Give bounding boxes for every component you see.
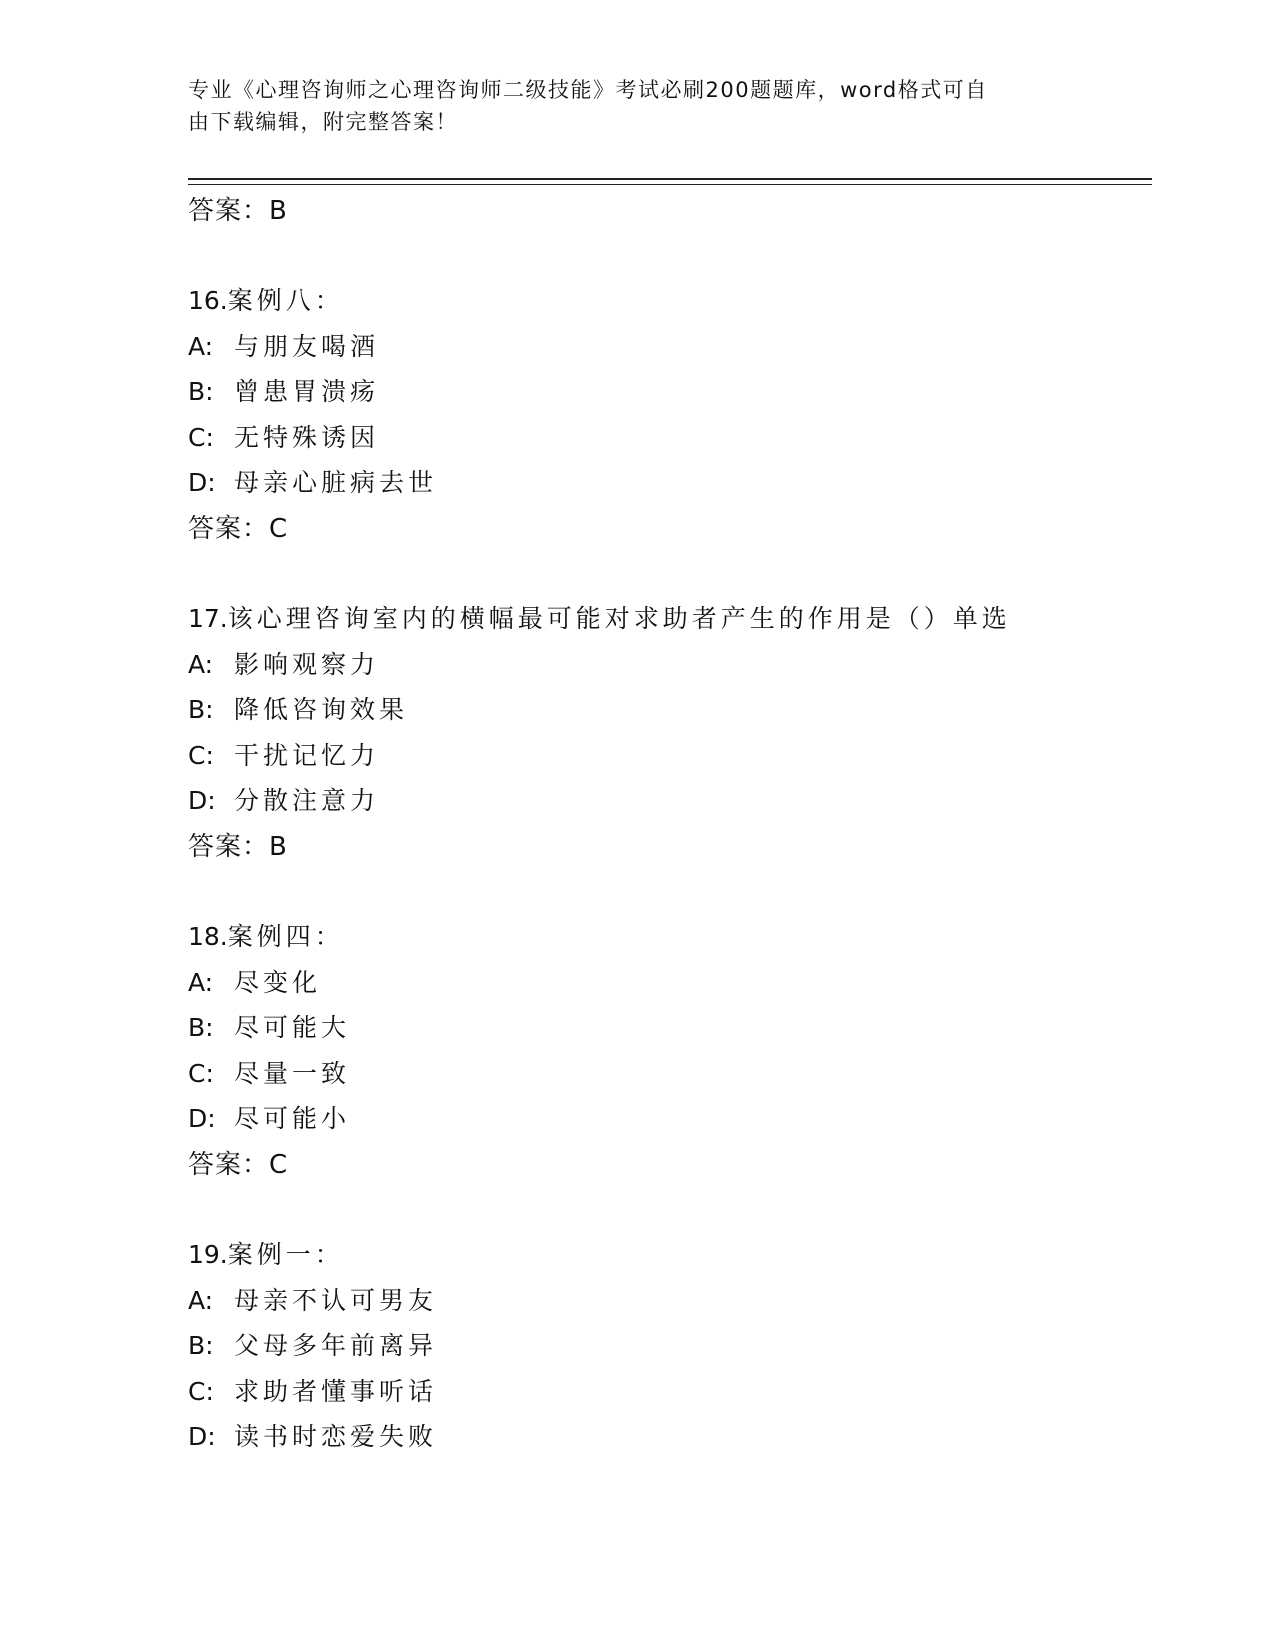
option-text: 分散注意力	[234, 786, 380, 816]
option-c	[188, 733, 1148, 779]
option-label: A:	[188, 967, 214, 997]
option-b	[188, 687, 1148, 733]
option-label: C:	[188, 740, 214, 770]
option-text: 无特殊诱因	[234, 422, 380, 452]
option-label: C:	[188, 422, 214, 452]
question-stem	[188, 1232, 1148, 1278]
option-b	[188, 369, 1148, 415]
option-label: D:	[188, 1422, 216, 1452]
question-text: 案例八：	[227, 286, 344, 315]
question-number: 17.	[188, 603, 228, 633]
option-label: B:	[188, 377, 214, 407]
option-a	[188, 642, 1148, 688]
question-18	[188, 914, 1148, 1188]
option-text: 母亲不认可男友	[234, 1285, 438, 1315]
option-label: A:	[188, 1285, 214, 1315]
header-divider-thick	[188, 178, 1152, 180]
question-16	[188, 278, 1148, 552]
answer-line: 答案：B	[188, 196, 288, 226]
question-number: 16.	[188, 286, 228, 315]
question-text: 案例四：	[227, 921, 344, 951]
option-label: D:	[188, 786, 216, 816]
option-label: D:	[188, 468, 216, 498]
option-text: 读书时恋爱失败	[234, 1422, 438, 1452]
option-text: 尽可能大	[234, 1013, 351, 1043]
question-stem	[188, 278, 1148, 324]
option-text: 曾患胃溃疡	[234, 377, 380, 407]
option-text: 尽量一致	[234, 1058, 351, 1088]
option-label: B:	[188, 1331, 214, 1361]
option-a	[188, 324, 1148, 370]
question-stem	[188, 914, 1148, 960]
option-c	[188, 1051, 1148, 1097]
option-text: 尽变化	[234, 967, 322, 997]
option-a	[188, 1278, 1148, 1324]
question-19	[188, 1232, 1148, 1460]
option-text: 干扰记忆力	[234, 740, 380, 770]
option-d	[188, 778, 1148, 824]
option-text: 父母多年前离异	[234, 1331, 438, 1361]
question-list	[188, 188, 1148, 1460]
option-label: D:	[188, 1104, 216, 1134]
option-c	[188, 415, 1148, 461]
answer-line: 答案：B	[188, 831, 288, 862]
option-text: 尽可能小	[234, 1104, 351, 1134]
option-d	[188, 1096, 1148, 1142]
option-text: 母亲心脏病去世	[234, 468, 438, 498]
option-d	[188, 460, 1148, 506]
option-label: A:	[188, 331, 214, 361]
question-number: 19.	[188, 1239, 228, 1269]
option-a	[188, 960, 1148, 1006]
option-c	[188, 1369, 1148, 1415]
question-stem	[188, 596, 1148, 642]
option-b	[188, 1005, 1148, 1051]
option-label: C:	[188, 1376, 214, 1406]
option-text: 与朋友喝酒	[234, 331, 380, 361]
option-text: 求助者懂事听话	[234, 1376, 438, 1406]
option-label: A:	[188, 649, 214, 679]
option-label: B:	[188, 1013, 214, 1043]
option-b	[188, 1323, 1148, 1369]
document-header	[188, 74, 1088, 138]
question-text: 该心理咨询室内的横幅最可能对求助者产生的作用是（）单选	[227, 603, 1011, 633]
header-divider-thin	[188, 184, 1152, 185]
option-text: 降低咨询效果	[234, 695, 409, 725]
option-text: 影响观察力	[234, 649, 380, 679]
question-text: 案例一：	[227, 1239, 344, 1269]
option-d	[188, 1414, 1148, 1460]
option-label: C:	[188, 1058, 214, 1088]
header-line-2: 由下载编辑，附完整答案！	[188, 110, 458, 134]
option-label: B:	[188, 695, 214, 725]
question-17	[188, 596, 1148, 870]
answer-line: 答案：C	[188, 1149, 289, 1180]
header-line-1: 专业《心理咨询师之心理咨询师二级技能》考试必刷200题题库，word格式可自	[188, 78, 988, 102]
question-number: 18.	[188, 921, 228, 951]
answer-line: 答案：C	[188, 513, 289, 544]
